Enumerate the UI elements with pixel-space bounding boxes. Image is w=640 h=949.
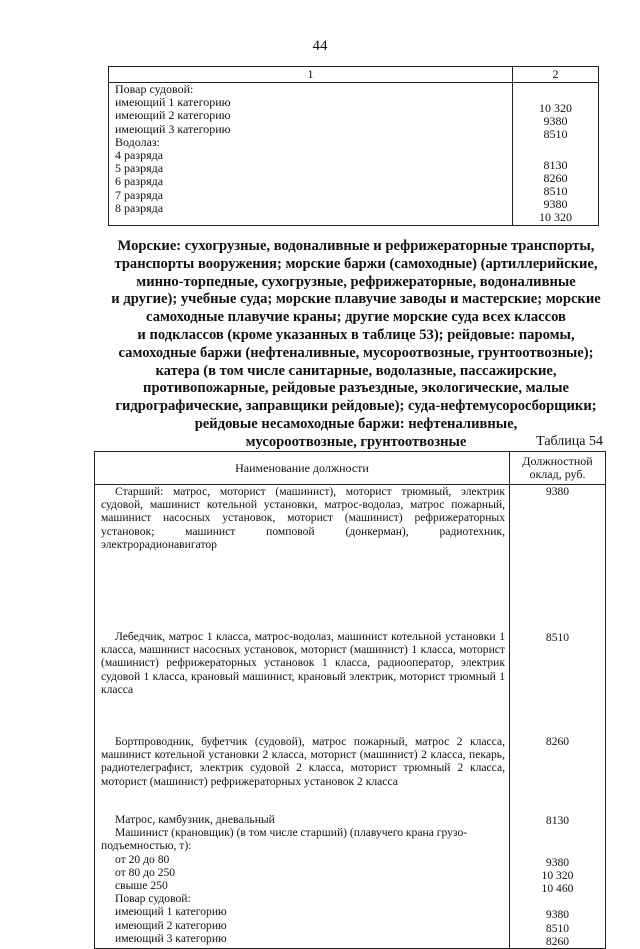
salary-value: 8510 (545, 921, 570, 935)
row-label: 6 разряда (115, 174, 164, 189)
heading-line: минно-торпедные, сухогрузные, рефрижераторные, водоналивные (136, 273, 576, 290)
row-label: 5 разряда (115, 161, 164, 176)
row-label: имеющий 1 категорию (115, 95, 231, 110)
table-label: Таблица 54 (536, 434, 603, 449)
heading-line: самоходные баржи (нефтеналивные, мусороотвозные, грунтоотвозные); (118, 344, 594, 361)
column-header-1: 1 (109, 67, 513, 83)
position-row: Машинист (крановщик) (в том числе старший) (плавучего крана грузо- (115, 826, 468, 840)
heading-line: самоходные плавучие краны; другие морские суда всех классов (146, 309, 566, 326)
row-value: 8130 (543, 157, 568, 172)
position-group: Бортпроводник, буфетчик (судовой), матрос пожарный, матрос 2 класса, машинист котельной установки 2 класса, моторист (машинист) 2 класса, пекарь, радиотелеграфист, электрик судовой 2 класса, моторист трюмный 2 класса, моторист (машинист) рефрижераторных установок 2 класса (101, 735, 505, 788)
salary-value: 8510 (545, 631, 570, 644)
heading-line: транспорты вооружения; морские баржи (самоходные) (артиллерийские, (114, 255, 598, 272)
salary-value (510, 840, 605, 853)
row-value: 9380 (543, 197, 568, 212)
salary-value: 8260 (545, 735, 570, 748)
salary-value: 10 320 (541, 868, 574, 882)
salary-value: 8260 (545, 934, 570, 948)
row-value: 9380 (543, 113, 568, 128)
salary-value: 8130 (545, 814, 570, 827)
position-row: от 80 до 250 (115, 865, 176, 879)
continuation-table (108, 66, 599, 226)
position-row: имеющий 3 категорию (115, 931, 227, 945)
value-column (513, 83, 599, 226)
row-value: 8510 (543, 183, 568, 198)
label-column (109, 83, 513, 226)
position-row: имеющий 2 категорию (115, 918, 227, 932)
salary-value: 9380 (545, 855, 570, 869)
heading-line: рейдовые несамоходные баржи: нефтеналивные, (194, 415, 518, 432)
position-row: Матрос, камбузник, дневальный (115, 813, 275, 826)
row-label: 4 разряда (115, 147, 164, 162)
column-header-2: 2 (513, 67, 599, 83)
salary-header: Должностной оклад, руб. (510, 452, 606, 485)
position-group: Старший: матрос, моторист (машинист), моторист трюмный, электрик судовой, машинист котельной установки, матрос-водолаз, матрос пожарный, машинист насосных установок, моторист (машинист) рефрижераторных установок; машинист помповой (донкерман), радиотехник, электрорадионавигатор (101, 485, 505, 551)
table-row (109, 83, 599, 226)
heading-line: Морские: сухогрузные, водоналивные и рефрижераторные транспорты, (117, 238, 595, 254)
heading-line: и подклассов (кроме указанных в таблице 53); рейдовые: паромы, (137, 326, 575, 343)
row-value: 10 320 (539, 210, 572, 225)
salary-value (510, 827, 605, 840)
salary-table (94, 451, 606, 949)
row-label: имеющий 3 категорию (115, 121, 231, 136)
position-group: Лебедчик, матрос 1 класса, матрос-водолаз, машинист котельной установки 1 класса, машинист насосных установок, моторист (машинист) 1 класса, моторист (машинист) рефрижераторных установок 1 класса, радиооператор, электрик судовой 1 класса, крановый машинист, крановый электрик, моторист трюмный 1 класса (101, 630, 505, 696)
row-label: Водолаз: (115, 134, 160, 149)
row-value: 10 320 (539, 100, 572, 115)
heading-line: противопожарные, рейдовые разъездные, экологические, малые (143, 380, 569, 397)
heading-line: и другие); учебные суда; морские плавучие заводы и мастерские; морские (111, 291, 601, 308)
salary-value (510, 895, 605, 908)
position-row: от 20 до 80 (115, 852, 170, 866)
position-row: имеющий 1 категорию (115, 905, 227, 919)
salary-value: 10 460 (541, 881, 574, 895)
position-name-header: Наименование должности (95, 452, 510, 485)
page-number: 44 (312, 38, 328, 54)
heading-line: мусороотвозные, грунтоотвозные (245, 433, 467, 450)
position-row: подъемностью, т): (101, 839, 192, 853)
row-label: Повар судовой: (115, 82, 194, 96)
row-label: 8 разряда (115, 200, 164, 215)
salary-column (510, 485, 606, 949)
table-header-row (95, 452, 606, 485)
salary-value: 9380 (545, 485, 570, 498)
salary-value: 9380 (545, 908, 570, 922)
heading-line: катера (в том числе санитарные, водолазные, пассажирские, (155, 362, 557, 379)
table-header-row (109, 67, 599, 83)
row-label: имеющий 2 категорию (115, 108, 231, 123)
section-heading (100, 238, 612, 452)
position-row: свыше 250 (115, 878, 168, 892)
table-row (95, 485, 606, 949)
row-value: 8510 (543, 126, 568, 141)
heading-line: гидрографические, заправщики рейдовые); суда-нефтемусоросборщики; (115, 398, 597, 415)
row-value: 8260 (543, 170, 568, 185)
position-row: Повар судовой: (115, 892, 191, 906)
row-label: 7 разряда (115, 187, 164, 202)
position-column (95, 485, 510, 949)
